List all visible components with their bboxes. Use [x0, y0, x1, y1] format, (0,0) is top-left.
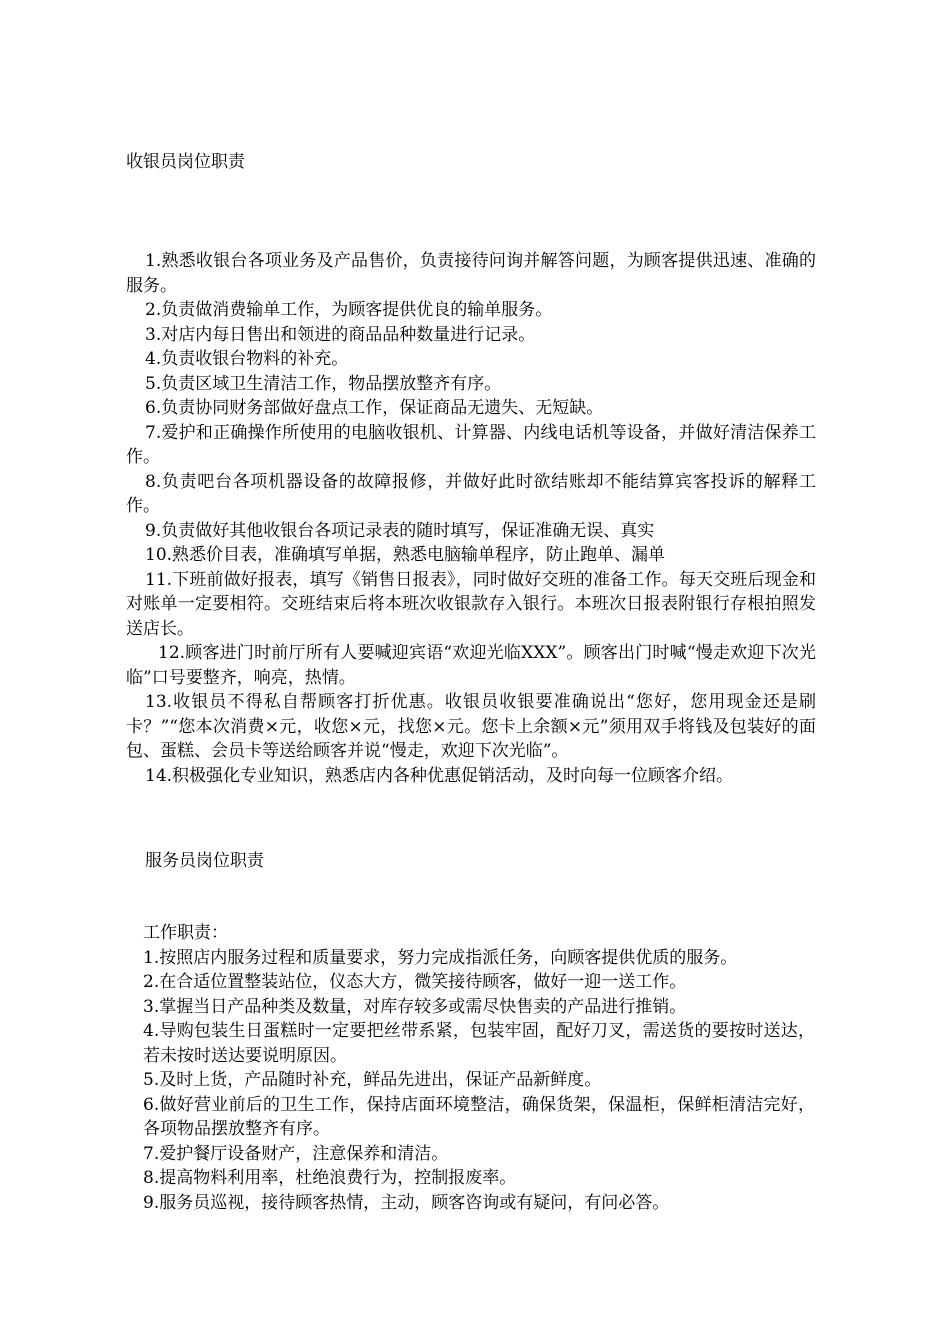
- list-item: 5.及时上货，产品随时补充，鲜品先进出，保证产品新鲜度。: [143, 1070, 602, 1090]
- list-item: 1.按照店内服务过程和质量要求，努力完成指派任务，向顾客提供优质的服务。: [143, 947, 738, 968]
- section-title-cashier: 收银员岗位职责: [126, 152, 245, 172]
- section-title-waiter: 服务员岗位职责: [145, 851, 264, 871]
- section-subtitle: 工作职责：: [143, 923, 228, 943]
- list-item: 3.对店内每日售出和领进的商品品种数量进行记录。: [145, 324, 536, 345]
- list-item: 2.在合适位置整装站位，仪态大方，微笑接待顾客，做好一迎一送工作。: [143, 972, 687, 992]
- list-item: 10.熟悉价目表，准确填写单据，熟悉电脑输单程序，防止跑单、漏单: [145, 545, 666, 565]
- list-item: 11.下班前做好报表，填写《销售日报表》，同时做好交班的准备工作。每天交班后现金和对账单一定要相符。交班结束后将本班次收银款存入银行。本班次日报表附银行存根拍照发送店长。: [126, 569, 816, 639]
- list-item: 7.爱护和正确操作所使用的电脑收银机、计算器、内线电话机等设备，并做好清洁保养工作。: [126, 422, 816, 467]
- list-item: 8.负责吧台各项机器设备的故障报修，并做好此时欲结账却不能结算宾客投诉的解释工作。: [126, 471, 816, 516]
- cashier-duties-list: [126, 249, 816, 788]
- list-item: 6.负责协同财务部做好盘点工作，保证商品无遗失、无短缺。: [145, 398, 604, 418]
- list-item: 9.服务员巡视，接待顾客热情，主动，顾客咨询或有疑问，有问必答。: [143, 1192, 670, 1213]
- list-item: 14.积极强化专业知识，熟悉店内各种优惠促销活动，及时向每一位顾客介绍。: [145, 765, 734, 786]
- list-item: 8.提高物料利用率，杜绝浪费行为，控制报废率。: [143, 1168, 517, 1188]
- list-item: 4.负责收银台物料的补充。: [145, 349, 349, 369]
- list-item: 1.熟悉收银台各项业务及产品售价，负责接待问询并解答问题，为顾客提供迅速、准确的服务。: [126, 251, 816, 296]
- list-item: 7.爱护餐厅设备财产，注意保养和清洁。: [143, 1143, 449, 1164]
- list-item: 9.负责做好其他收银台各项记录表的随时填写，保证准确无误、真实: [145, 520, 655, 541]
- list-item: 4.导购包装生日蛋糕时一定要把丝带系紧，包装牢固，配好刀叉，需送货的要按时送达，若未按时送达要说明原因。: [143, 1021, 815, 1066]
- list-item: 5.负责区域卫生清洁工作，物品摆放整齐有序。: [145, 373, 502, 394]
- list-item: 3.掌握当日产品种类及数量，对库存较多或需尽快售卖的产品进行推销。: [143, 996, 687, 1017]
- list-item: 6.做好营业前后的卫生工作，保持店面环境整洁，确保货架，保温柜，保鲜柜清洁完好，各项物品摆放整齐有序。: [143, 1094, 815, 1139]
- waiter-duties-list: [143, 921, 815, 1215]
- list-item: 13.收银员不得私自帮顾客打折优惠。收银员收银要准确说出“您好，您用现金还是刷卡？”“您本次消费×元，收您×元，找您×元。您卡上余额×元”须用双手将钱及包装好的面包、蛋糕、会员卡等送给顾客并说“慢走，欢迎下次光临”。: [126, 692, 816, 761]
- list-item: 12.顾客进门时前厅所有人要喊迎宾语“欢迎光临XXX”。顾客出门时喊“慢走欢迎下次光临”口号要整齐，响亮，热情。: [126, 643, 816, 688]
- list-item: 2.负责做消费输单工作，为顾客提供优良的输单服务。: [145, 300, 553, 320]
